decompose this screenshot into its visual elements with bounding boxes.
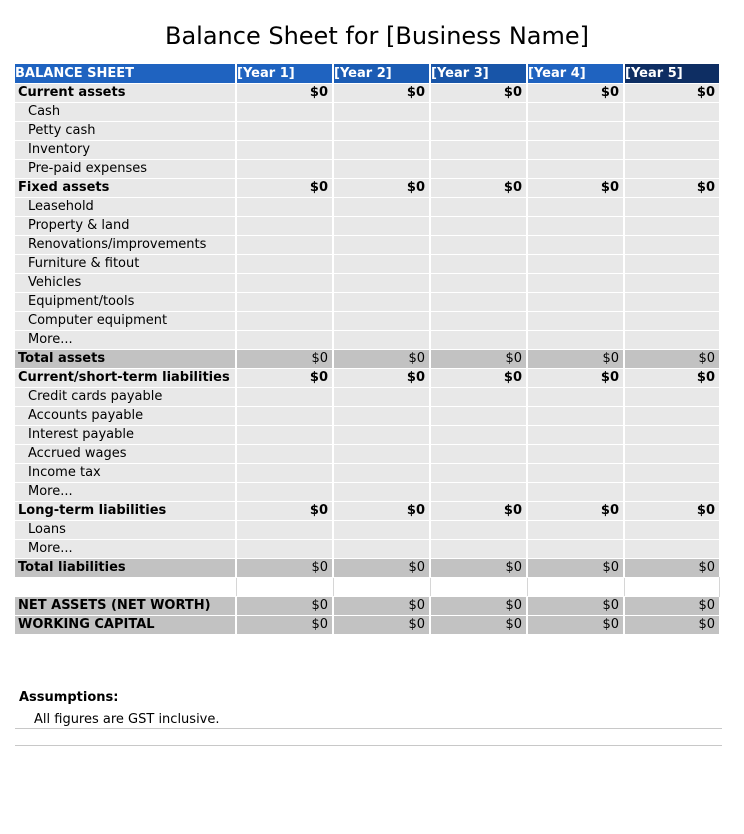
table-row: [15, 444, 719, 463]
cell-year-2[interactable]: [333, 197, 430, 216]
cell-year-5[interactable]: [624, 235, 719, 254]
cell-year-1[interactable]: $0: [236, 615, 333, 634]
cell-year-1[interactable]: [236, 235, 333, 254]
cell-year-3[interactable]: [430, 387, 527, 406]
row-label[interactable]: Current assets: [15, 83, 236, 102]
cell-year-1[interactable]: [236, 102, 333, 121]
table-row: [15, 178, 719, 197]
cell-year-1[interactable]: $0: [236, 501, 333, 520]
cell-year-1[interactable]: [236, 387, 333, 406]
cell-year-1[interactable]: [236, 254, 333, 273]
cell-year-5[interactable]: $0: [624, 83, 719, 102]
cell-year-5[interactable]: [624, 539, 719, 558]
cell-year-3[interactable]: [430, 444, 527, 463]
cell-year-1[interactable]: [236, 216, 333, 235]
table-row: [15, 349, 719, 368]
cell-year-4[interactable]: [527, 425, 624, 444]
cell-year-1[interactable]: [236, 121, 333, 140]
cell-year-4[interactable]: [527, 482, 624, 501]
cell-year-5[interactable]: [624, 387, 719, 406]
row-label[interactable]: Pre-paid expenses: [15, 159, 236, 178]
cell-year-5[interactable]: [624, 140, 719, 159]
cell-year-2[interactable]: $0: [333, 501, 430, 520]
cell-year-1[interactable]: $0: [236, 349, 333, 368]
cell-year-1[interactable]: [236, 539, 333, 558]
table-row: [15, 83, 719, 102]
cell-year-4[interactable]: [527, 292, 624, 311]
cell-year-5[interactable]: [624, 102, 719, 121]
row-label[interactable]: Income tax: [15, 463, 236, 482]
row-label[interactable]: WORKING CAPITAL: [15, 615, 236, 634]
cell-year-1[interactable]: $0: [236, 178, 333, 197]
cell-year-3[interactable]: [430, 539, 527, 558]
row-label[interactable]: Leasehold: [15, 197, 236, 216]
cell-year-3[interactable]: [430, 216, 527, 235]
cell-year-2[interactable]: $0: [333, 178, 430, 197]
cell-year-1[interactable]: $0: [236, 558, 333, 577]
cell-year-5[interactable]: [624, 216, 719, 235]
cell-year-3[interactable]: $0: [430, 178, 527, 197]
balance-sheet-table: [15, 64, 720, 634]
header-year-2: [Year 2]: [333, 64, 430, 83]
cell-year-4[interactable]: $0: [527, 501, 624, 520]
cell-year-3[interactable]: [430, 482, 527, 501]
cell-year-4[interactable]: [527, 273, 624, 292]
cell-year-1[interactable]: [236, 520, 333, 539]
header-year-4: [Year 4]: [527, 64, 624, 83]
cell-year-2[interactable]: [333, 482, 430, 501]
cell-year-1[interactable]: [236, 444, 333, 463]
cell-year-2[interactable]: [333, 273, 430, 292]
cell-year-1[interactable]: [236, 140, 333, 159]
cell-year-3[interactable]: [430, 159, 527, 178]
cell-year-2[interactable]: [333, 121, 430, 140]
cell-year-5[interactable]: [624, 577, 719, 596]
row-label[interactable]: Petty cash: [15, 121, 236, 140]
table-row: [15, 406, 719, 425]
cell-year-3[interactable]: [430, 520, 527, 539]
row-label[interactable]: Current/short-term liabilities: [15, 368, 236, 387]
row-label[interactable]: Furniture & fitout: [15, 254, 236, 273]
cell-year-4[interactable]: [527, 102, 624, 121]
table-row: [15, 330, 719, 349]
cell-year-3[interactable]: $0: [430, 368, 527, 387]
table-row: [15, 254, 719, 273]
cell-year-4[interactable]: $0: [527, 596, 624, 615]
cell-year-5[interactable]: $0: [624, 349, 719, 368]
cell-year-1[interactable]: [236, 292, 333, 311]
row-label[interactable]: Accrued wages: [15, 444, 236, 463]
cell-year-4[interactable]: [527, 577, 624, 596]
cell-year-2[interactable]: [333, 235, 430, 254]
row-label[interactable]: Accounts payable: [15, 406, 236, 425]
cell-year-4[interactable]: $0: [527, 349, 624, 368]
cell-year-5[interactable]: [624, 254, 719, 273]
cell-year-5[interactable]: [624, 273, 719, 292]
cell-year-4[interactable]: $0: [527, 615, 624, 634]
row-label[interactable]: Total assets: [15, 349, 236, 368]
cell-year-2[interactable]: [333, 520, 430, 539]
cell-year-2[interactable]: [333, 159, 430, 178]
cell-year-1[interactable]: [236, 482, 333, 501]
cell-year-4[interactable]: $0: [527, 558, 624, 577]
table-row: [15, 311, 719, 330]
cell-year-4[interactable]: $0: [527, 83, 624, 102]
cell-year-3[interactable]: [430, 577, 527, 596]
cell-year-4[interactable]: [527, 520, 624, 539]
cell-year-2[interactable]: [333, 577, 430, 596]
table-row: [15, 216, 719, 235]
cell-year-5[interactable]: [624, 520, 719, 539]
row-label[interactable]: Long-term liabilities: [15, 501, 236, 520]
cell-year-3[interactable]: $0: [430, 558, 527, 577]
table-row: [15, 596, 719, 615]
cell-year-2[interactable]: [333, 406, 430, 425]
cell-year-4[interactable]: [527, 406, 624, 425]
cell-year-3[interactable]: $0: [430, 349, 527, 368]
table-row: [15, 159, 719, 178]
cell-year-5[interactable]: [624, 482, 719, 501]
row-label[interactable]: Credit cards payable: [15, 387, 236, 406]
cell-year-2[interactable]: [333, 140, 430, 159]
cell-year-5[interactable]: [624, 425, 719, 444]
cell-year-2[interactable]: [333, 254, 430, 273]
table-row: [15, 463, 719, 482]
cell-year-3[interactable]: [430, 197, 527, 216]
cell-year-5[interactable]: [624, 406, 719, 425]
cell-year-4[interactable]: [527, 254, 624, 273]
cell-year-3[interactable]: [430, 406, 527, 425]
cell-year-4[interactable]: [527, 216, 624, 235]
cell-year-1[interactable]: [236, 463, 333, 482]
cell-year-5[interactable]: [624, 121, 719, 140]
row-label[interactable]: Vehicles: [15, 273, 236, 292]
cell-year-2[interactable]: $0: [333, 596, 430, 615]
cell-year-3[interactable]: [430, 273, 527, 292]
row-label[interactable]: Interest payable: [15, 425, 236, 444]
cell-year-5[interactable]: $0: [624, 615, 719, 634]
table-row: [15, 520, 719, 539]
cell-year-5[interactable]: [624, 444, 719, 463]
table-row: [15, 387, 719, 406]
header-balance-sheet: BALANCE SHEET: [15, 64, 236, 83]
cell-year-5[interactable]: $0: [624, 558, 719, 577]
row-label[interactable]: More...: [15, 482, 236, 501]
cell-year-1[interactable]: [236, 311, 333, 330]
cell-year-5[interactable]: [624, 292, 719, 311]
table-row: [15, 501, 719, 520]
row-label[interactable]: More...: [15, 539, 236, 558]
table-row: [15, 273, 719, 292]
cell-year-2[interactable]: [333, 425, 430, 444]
cell-year-3[interactable]: $0: [430, 501, 527, 520]
divider-line: [15, 745, 722, 746]
cell-year-1[interactable]: [236, 406, 333, 425]
cell-year-1[interactable]: [236, 577, 333, 596]
cell-year-5[interactable]: $0: [624, 596, 719, 615]
cell-year-5[interactable]: [624, 311, 719, 330]
row-label[interactable]: Property & land: [15, 216, 236, 235]
cell-year-2[interactable]: $0: [333, 615, 430, 634]
cell-year-1[interactable]: [236, 273, 333, 292]
row-label[interactable]: Computer equipment: [15, 311, 236, 330]
cell-year-4[interactable]: [527, 159, 624, 178]
table-row: [15, 482, 719, 501]
cell-year-4[interactable]: $0: [527, 178, 624, 197]
row-label[interactable]: Loans: [15, 520, 236, 539]
cell-year-2[interactable]: [333, 330, 430, 349]
cell-year-4[interactable]: [527, 539, 624, 558]
table-row: [15, 558, 719, 577]
cell-year-1[interactable]: [236, 425, 333, 444]
cell-year-3[interactable]: [430, 140, 527, 159]
assumptions-title: Assumptions:: [19, 690, 119, 705]
cell-year-2[interactable]: [333, 463, 430, 482]
cell-year-3[interactable]: [430, 425, 527, 444]
cell-year-3[interactable]: [430, 102, 527, 121]
cell-year-3[interactable]: [430, 292, 527, 311]
row-label[interactable]: Total liabilities: [15, 558, 236, 577]
row-label[interactable]: Inventory: [15, 140, 236, 159]
cell-year-1[interactable]: [236, 330, 333, 349]
row-label[interactable]: Cash: [15, 102, 236, 121]
cell-year-4[interactable]: [527, 387, 624, 406]
table-row: [15, 197, 719, 216]
cell-year-1[interactable]: $0: [236, 368, 333, 387]
row-label[interactable]: More...: [15, 330, 236, 349]
table-row: [15, 102, 719, 121]
cell-year-4[interactable]: [527, 140, 624, 159]
assumptions-text: All figures are GST inclusive.: [34, 712, 220, 727]
cell-year-2[interactable]: $0: [333, 368, 430, 387]
cell-year-4[interactable]: [527, 121, 624, 140]
cell-year-5[interactable]: $0: [624, 178, 719, 197]
cell-year-4[interactable]: [527, 463, 624, 482]
header-year-1: [Year 1]: [236, 64, 333, 83]
cell-year-5[interactable]: [624, 330, 719, 349]
cell-year-5[interactable]: [624, 197, 719, 216]
cell-year-2[interactable]: [333, 311, 430, 330]
cell-year-2[interactable]: [333, 292, 430, 311]
cell-year-3[interactable]: [430, 121, 527, 140]
table-row: [15, 577, 719, 596]
cell-year-2[interactable]: $0: [333, 83, 430, 102]
table-row: [15, 539, 719, 558]
cell-year-4[interactable]: [527, 444, 624, 463]
cell-year-2[interactable]: [333, 387, 430, 406]
cell-year-5[interactable]: [624, 463, 719, 482]
header-year-5: [Year 5]: [624, 64, 719, 83]
page-title: Balance Sheet for [Business Name]: [165, 22, 589, 50]
divider-line: [15, 728, 722, 729]
table-row: [15, 121, 719, 140]
table-row: [15, 615, 719, 634]
cell-year-3[interactable]: [430, 235, 527, 254]
cell-year-5[interactable]: $0: [624, 368, 719, 387]
table-row: [15, 425, 719, 444]
table-row: [15, 292, 719, 311]
row-label[interactable]: Fixed assets: [15, 178, 236, 197]
cell-year-3[interactable]: $0: [430, 596, 527, 615]
cell-year-2[interactable]: $0: [333, 558, 430, 577]
header-year-3: [Year 3]: [430, 64, 527, 83]
cell-year-4[interactable]: [527, 197, 624, 216]
cell-year-5[interactable]: $0: [624, 501, 719, 520]
row-label[interactable]: NET ASSETS (NET WORTH): [15, 596, 236, 615]
cell-year-4[interactable]: [527, 235, 624, 254]
cell-year-3[interactable]: $0: [430, 83, 527, 102]
cell-year-1[interactable]: $0: [236, 83, 333, 102]
row-label[interactable]: Renovations/improvements: [15, 235, 236, 254]
cell-year-3[interactable]: [430, 311, 527, 330]
cell-year-2[interactable]: [333, 444, 430, 463]
cell-year-4[interactable]: [527, 330, 624, 349]
cell-year-4[interactable]: [527, 311, 624, 330]
cell-year-3[interactable]: [430, 254, 527, 273]
table-row: [15, 235, 719, 254]
table-header-row: [15, 64, 719, 83]
cell-year-3[interactable]: [430, 330, 527, 349]
row-label[interactable]: Equipment/tools: [15, 292, 236, 311]
cell-year-3[interactable]: [430, 463, 527, 482]
cell-year-2[interactable]: [333, 539, 430, 558]
table-row: [15, 368, 719, 387]
cell-year-5[interactable]: [624, 159, 719, 178]
cell-year-1[interactable]: [236, 197, 333, 216]
cell-year-1[interactable]: [236, 159, 333, 178]
table-row: [15, 140, 719, 159]
cell-year-3[interactable]: $0: [430, 615, 527, 634]
cell-year-1[interactable]: $0: [236, 596, 333, 615]
cell-year-2[interactable]: $0: [333, 349, 430, 368]
cell-year-2[interactable]: [333, 102, 430, 121]
row-label[interactable]: [15, 577, 236, 596]
cell-year-2[interactable]: [333, 216, 430, 235]
cell-year-4[interactable]: $0: [527, 368, 624, 387]
